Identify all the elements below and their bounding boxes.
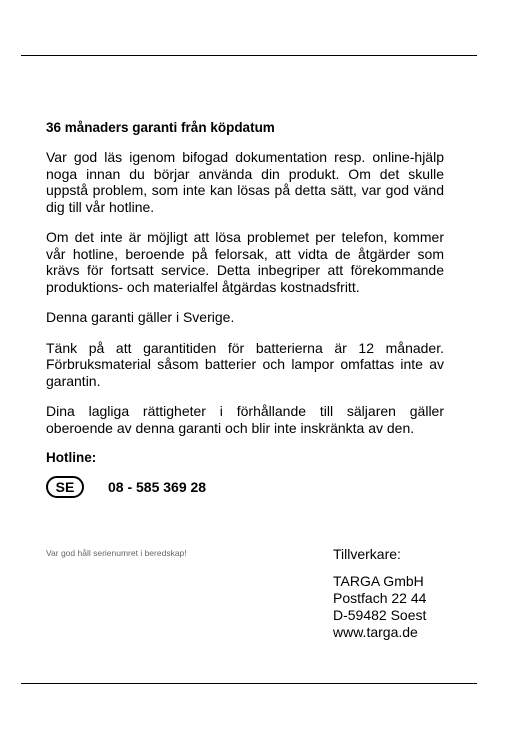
hotline-label: Hotline:: [46, 450, 97, 465]
hotline-row: [46, 473, 444, 501]
bottom-divider: [21, 683, 477, 684]
serial-note: Var god håll serienumret i beredskap!: [46, 548, 187, 558]
hotline-phone: 08 - 585 369 28: [108, 479, 207, 495]
manufacturer-label: Tillverkare:: [333, 546, 401, 562]
paragraph-scope: Denna garanti gäller i Sverige.: [46, 309, 235, 325]
paragraph-battery: Tänk på att garantitiden för batterierna är 12 månader. Förbruksmaterial såsom batterier och lampor omfattas inte av garantin.: [46, 339, 444, 389]
manufacturer-website: www.targa.de: [333, 624, 418, 640]
top-divider: [21, 55, 477, 56]
warranty-content: [46, 120, 444, 513]
manufacturer-city: D-59482 Soest: [333, 607, 427, 623]
manufacturer-block: [333, 546, 426, 641]
warranty-heading: 36 månaders garanti från köpdatum: [46, 120, 275, 135]
manufacturer-postbox: Postfach 22 44: [333, 590, 427, 606]
paragraph-intro: Var god läs igenom bifogad dokumentation resp. online-hjälp noga innan du börjar använda din produkt. Om det skulle uppstå problem, som inte kan lösas på detta sätt, var god vänd dig till vår hotline.: [46, 149, 444, 215]
paragraph-service: Om det inte är möjligt att lösa problemet per telefon, kommer vår hotline, beroende på felorsak, att vidta de åtgärder som krävs för fortsatt service. Detta inbegriper att förekommande produktions- och materialfel åtgärdas kostnadsfritt.: [46, 229, 444, 295]
paragraph-rights: Dina lagliga rättigheter i förhållande till säljaren gäller oberoende av denna garanti och blir inte inskränkta av den.: [46, 403, 444, 436]
country-badge: SE: [46, 476, 84, 498]
manufacturer-name: TARGA GmbH: [333, 573, 424, 589]
